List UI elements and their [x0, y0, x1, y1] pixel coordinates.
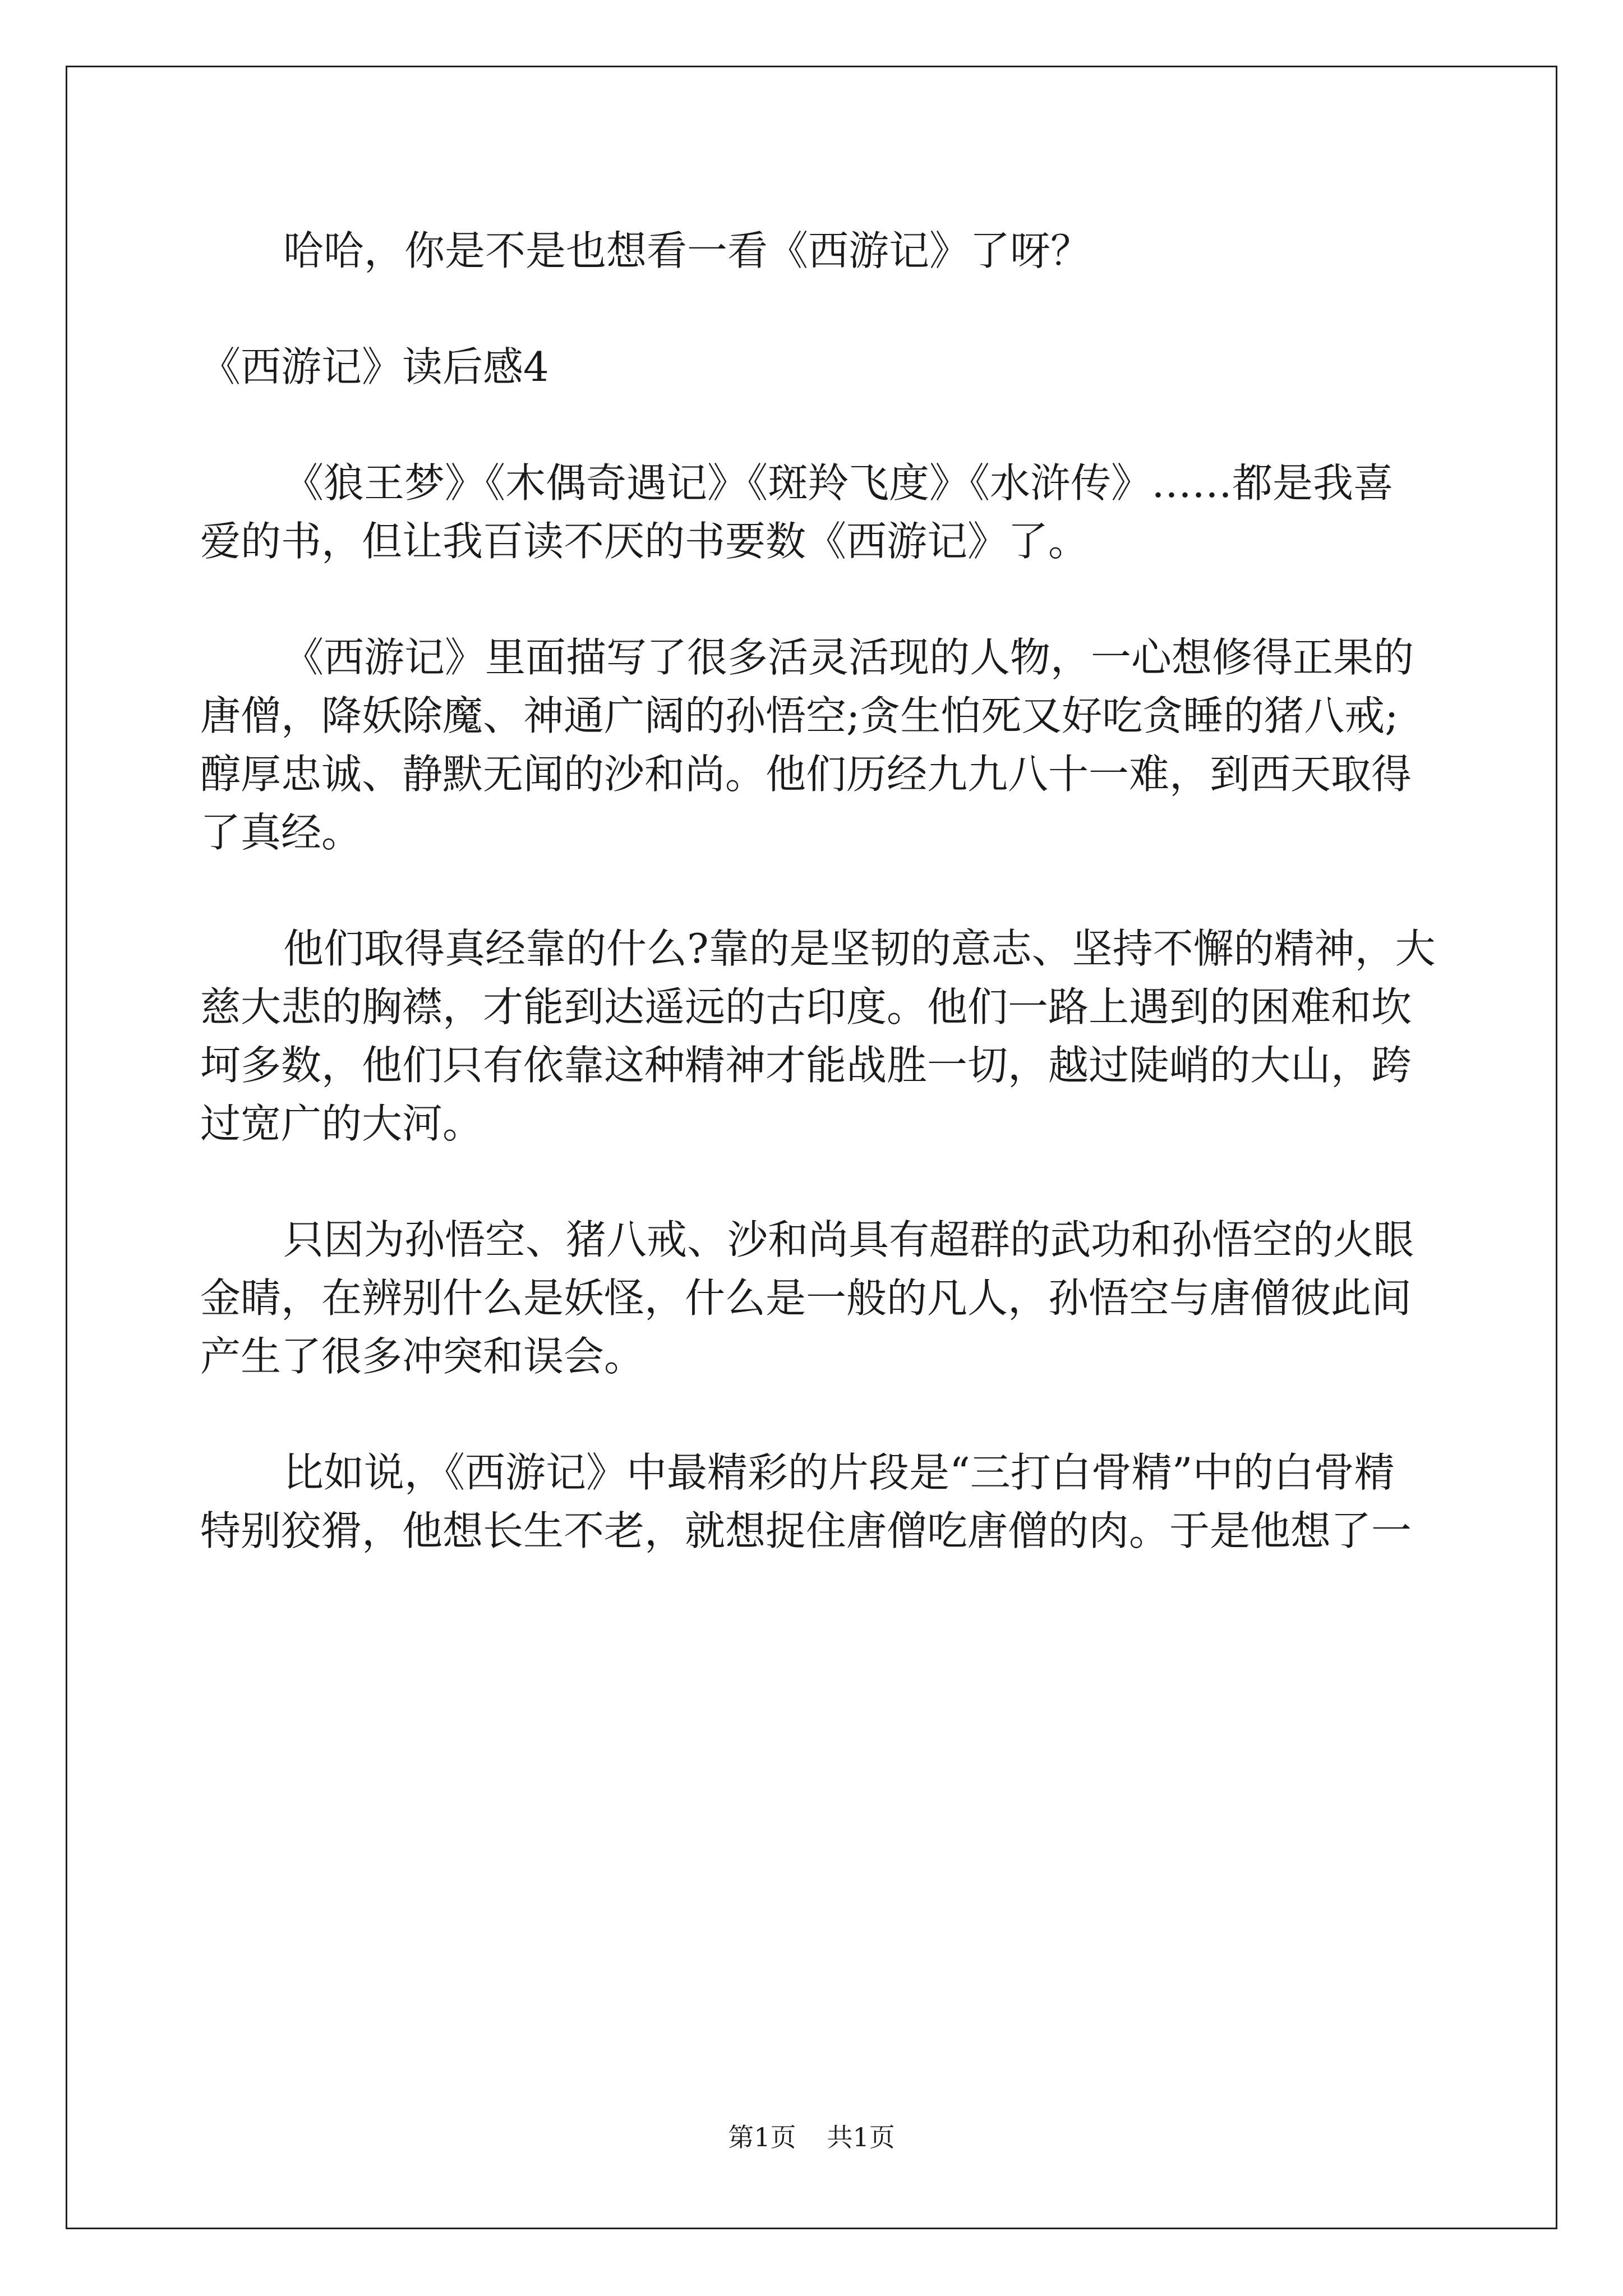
paragraph-line: 慈大悲的胸襟，才能到达遥远的古印度。他们一路上遇到的困难和坎 — [200, 983, 1412, 1030]
paragraph-line: 特别狡猾，他想长生不老，就想捉住唐僧吃唐僧的肉。于是他想了一 — [200, 1507, 1412, 1554]
page-total: 共1页 — [827, 2122, 895, 2152]
paragraph-line: 比如说，《西游记》中最精彩的片段是“三打白骨精”中的白骨精 — [283, 1449, 1395, 1496]
paragraph-line: 坷多数，他们只有依靠这种精神才能战胜一切，越过陡峭的大山，跨 — [200, 1042, 1412, 1089]
paragraph-line: 爱的书，但让我百读不厌的书要数《西游记》了。 — [200, 518, 1089, 565]
paragraph-line: 产生了很多冲突和误会。 — [200, 1333, 645, 1380]
paragraph-line: 只因为孙悟空、猪八戒、沙和尚具有超群的武功和孙悟空的火眼 — [283, 1216, 1414, 1263]
page-footer — [0, 2120, 1623, 2154]
paragraph-line: 《西游记》里面描写了很多活灵活现的人物，一心想修得正果的 — [283, 634, 1414, 681]
paragraph-line: 金睛，在辨别什么是妖怪，什么是一般的凡人，孙悟空与唐僧彼此间 — [200, 1274, 1412, 1322]
paragraph-line: 唐僧，降妖除魔、神通广阔的孙悟空;贪生怕死又好吃贪睡的猪八戒; — [200, 692, 1399, 739]
paragraph-line: 过宽广的大河。 — [200, 1100, 483, 1147]
paragraph-line: 哈哈，你是不是也想看一看《西游记》了呀？ — [283, 227, 1091, 274]
page-number: 第1页 — [728, 2122, 796, 2152]
section-heading: 《西游记》读后感4 — [200, 343, 549, 390]
paragraph-line: 醇厚忠诚、静默无闻的沙和尚。他们历经九九八十一难，到西天取得 — [200, 751, 1412, 798]
paragraph-line: 《狼王梦》《木偶奇遇记》《斑羚飞度》《水浒传》……都是我喜 — [283, 459, 1394, 507]
paragraph-line: 了真经。 — [200, 809, 362, 856]
paragraph-line: 他们取得真经靠的什么?靠的是坚韧的意志、坚持不懈的精神，大 — [283, 925, 1436, 972]
document-body — [200, 222, 1436, 1560]
